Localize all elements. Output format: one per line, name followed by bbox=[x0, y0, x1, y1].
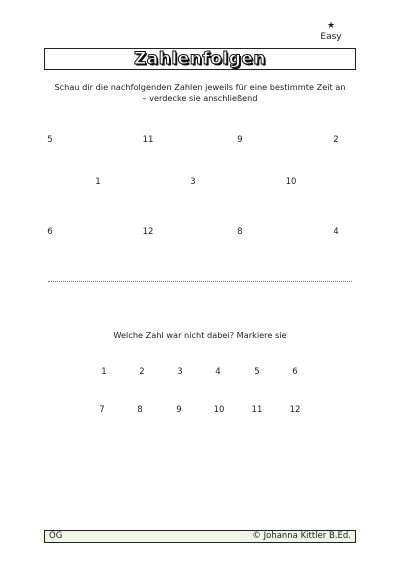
difficulty-label: Easy bbox=[320, 32, 342, 42]
memory-number: 12 bbox=[142, 227, 154, 237]
choice-number[interactable]: 8 bbox=[137, 405, 143, 415]
question-text: Welche Zahl war nicht dabei? Markiere sie bbox=[113, 330, 287, 340]
choice-number[interactable]: 10 bbox=[213, 405, 225, 415]
choice-number[interactable]: 6 bbox=[292, 367, 298, 377]
memory-number: 4 bbox=[333, 227, 339, 237]
title-box bbox=[44, 48, 356, 70]
instruction-text bbox=[44, 82, 356, 104]
choice-number[interactable]: 4 bbox=[215, 367, 221, 377]
choice-number[interactable]: 12 bbox=[289, 405, 301, 415]
memory-number: 11 bbox=[142, 135, 154, 145]
instruction-line-1: Schau dir die nachfolgenden Zahlen jeweils für eine bestimmte Zeit an bbox=[54, 82, 346, 92]
memory-number: 9 bbox=[237, 135, 243, 145]
memory-number: 10 bbox=[285, 177, 297, 187]
memory-number: 2 bbox=[333, 135, 339, 145]
memory-number: 6 bbox=[47, 227, 53, 237]
choice-number[interactable]: 2 bbox=[139, 367, 145, 377]
memory-number: 5 bbox=[47, 135, 53, 145]
star-icon: ★ bbox=[326, 21, 336, 31]
memory-number: 1 bbox=[95, 177, 101, 187]
memory-number: 3 bbox=[190, 177, 196, 187]
choice-number[interactable]: 3 bbox=[177, 367, 183, 377]
page-title: Zahlenfolgen bbox=[133, 49, 267, 69]
choice-number[interactable]: 9 bbox=[176, 405, 182, 415]
footer-left-text: OG bbox=[49, 531, 63, 541]
footer-bar bbox=[44, 530, 356, 543]
divider bbox=[48, 281, 352, 282]
choice-number[interactable]: 5 bbox=[254, 367, 260, 377]
instruction-line-2: – verdecke sie anschließend bbox=[142, 93, 258, 103]
difficulty-indicator bbox=[311, 22, 351, 43]
choice-number[interactable]: 7 bbox=[99, 405, 105, 415]
choice-number[interactable]: 1 bbox=[101, 367, 107, 377]
memory-number: 8 bbox=[237, 227, 243, 237]
footer-copyright: © Johanna Kittler B.Ed. bbox=[252, 531, 351, 541]
choice-number[interactable]: 11 bbox=[251, 405, 263, 415]
